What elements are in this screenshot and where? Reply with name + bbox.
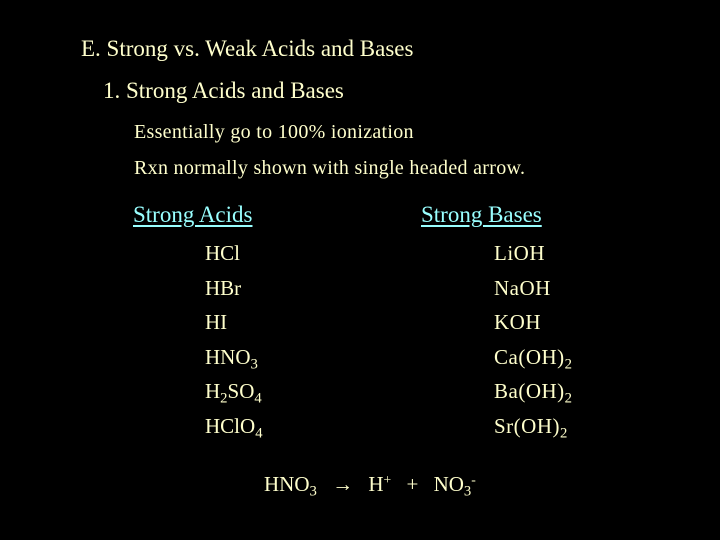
- base-item: [494, 344, 573, 379]
- subscript: 3: [250, 356, 258, 373]
- arrow-note: Rxn normally shown with single headed arrow.: [134, 157, 526, 179]
- formula-text: HCl: [205, 241, 241, 265]
- reactant-subscript: 3: [309, 483, 317, 500]
- formula-text: KOH: [494, 310, 541, 335]
- subscript: 2: [560, 425, 568, 442]
- strong-acids-heading: Strong Acids: [133, 202, 253, 227]
- formula-text: Ca(OH): [494, 344, 565, 369]
- acid-item: [205, 309, 263, 344]
- reactant: HNO: [264, 472, 310, 496]
- hydrogen-charge: +: [383, 472, 392, 488]
- bases-list: [494, 240, 573, 448]
- formula-text: HClO: [205, 413, 256, 438]
- acid-item: [205, 275, 263, 310]
- acid-item: [205, 240, 263, 275]
- acids-list: [205, 240, 263, 448]
- formula-text: HNO: [205, 344, 251, 369]
- plus-sign: +: [406, 472, 419, 496]
- acid-item: [205, 413, 263, 448]
- acid-item: [205, 378, 263, 413]
- slide-title: E. Strong vs. Weak Acids and Bases: [81, 36, 414, 61]
- base-item: [494, 240, 573, 275]
- formula-text: Ba(OH): [494, 379, 565, 404]
- nitrate-charge: -: [471, 472, 476, 488]
- product-nitrate: NO: [433, 472, 464, 496]
- formula-text: LiOH: [494, 241, 545, 265]
- ionization-note: Essentially go to 100% ionization: [134, 121, 414, 143]
- formula-text: HI: [205, 310, 228, 335]
- formula-text: SO: [227, 379, 255, 404]
- strong-bases-heading: Strong Bases: [421, 202, 542, 227]
- formula-text: Sr(OH): [494, 413, 560, 438]
- acid-item: [205, 344, 263, 379]
- formula-text: H: [205, 379, 221, 404]
- formula-text: HBr: [205, 275, 242, 300]
- base-item: [494, 413, 573, 448]
- base-item: [494, 309, 573, 344]
- subscript: 4: [254, 390, 262, 407]
- base-item: [494, 378, 573, 413]
- right-arrow-icon: →: [332, 472, 354, 496]
- subscript: 4: [255, 425, 263, 442]
- formula-text: NaOH: [494, 275, 551, 300]
- subscript: 2: [564, 390, 573, 407]
- nitrate-subscript: 3: [463, 483, 472, 500]
- product-hydrogen: H: [368, 472, 384, 496]
- dissociation-equation: [264, 472, 476, 500]
- subscript: 2: [564, 356, 573, 373]
- slide-subtitle: 1. Strong Acids and Bases: [103, 78, 344, 103]
- base-item: [494, 275, 573, 310]
- subscript: 2: [220, 390, 228, 407]
